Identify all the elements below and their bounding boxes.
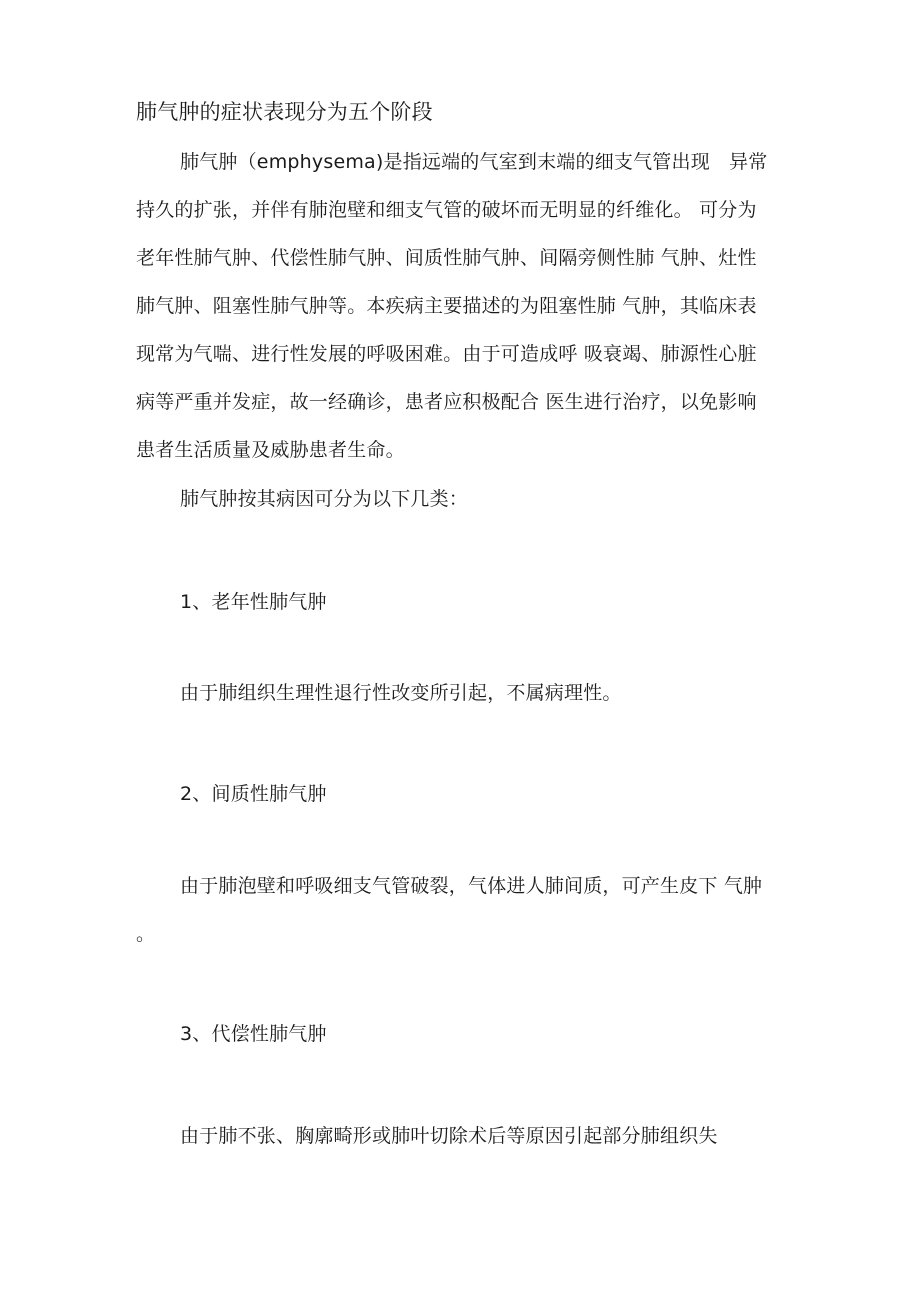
document-title: 肺气肿的症状表现分为五个阶段 [136, 100, 433, 124]
classification-intro: 肺气肿按其病因可分为以下几类： [180, 488, 469, 510]
section-body-3-line-1: 由于肺不张、胸廓畸形或肺叶切除术后等原因引起部分肺组织失 [180, 1125, 718, 1147]
intro-line-3: 老年性肺气肿、代偿性肺气肿、间质性肺气肿、间隔旁侧性肺 气肿、灶性 [136, 247, 757, 269]
intro-line-6: 病等严重并发症，故一经确诊，患者应积极配合 医生进行治疗，以免影响 [136, 391, 757, 413]
intro-line-4: 肺气肿、阻塞性肺气肿等。本疾病主要描述的为阻塞性肺 气肿，其临床表 [136, 295, 757, 317]
intro-line-5: 现常为气喘、进行性发展的呼吸困难。由于可造成呼 吸衰竭、肺源性心脏 [136, 343, 757, 365]
intro-line-1: 肺气肿（emphysema)是指远端的气室到末端的细支气管出现 异常 [180, 151, 768, 173]
section-heading-1: 1、老年性肺气肿 [180, 591, 327, 613]
section-heading-3: 3、代偿性肺气肿 [180, 1023, 327, 1045]
section-body-1-line-1: 由于肺组织生理性退行性改变所引起，不属病理性。 [180, 682, 622, 704]
section-body-2-line-2: 。 [136, 923, 156, 945]
section-heading-2: 2、间质性肺气肿 [180, 783, 327, 805]
intro-line-7: 患者生活质量及威胁患者生命。 [136, 439, 405, 461]
section-body-2-line-1: 由于肺泡壁和呼吸细支气管破裂，气体进人肺间质，可产生皮下 气肿 [180, 875, 763, 897]
intro-line-2: 持久的扩张，并伴有肺泡壁和细支气管的破坏而无明显的纤维化。 可分为 [136, 199, 757, 221]
